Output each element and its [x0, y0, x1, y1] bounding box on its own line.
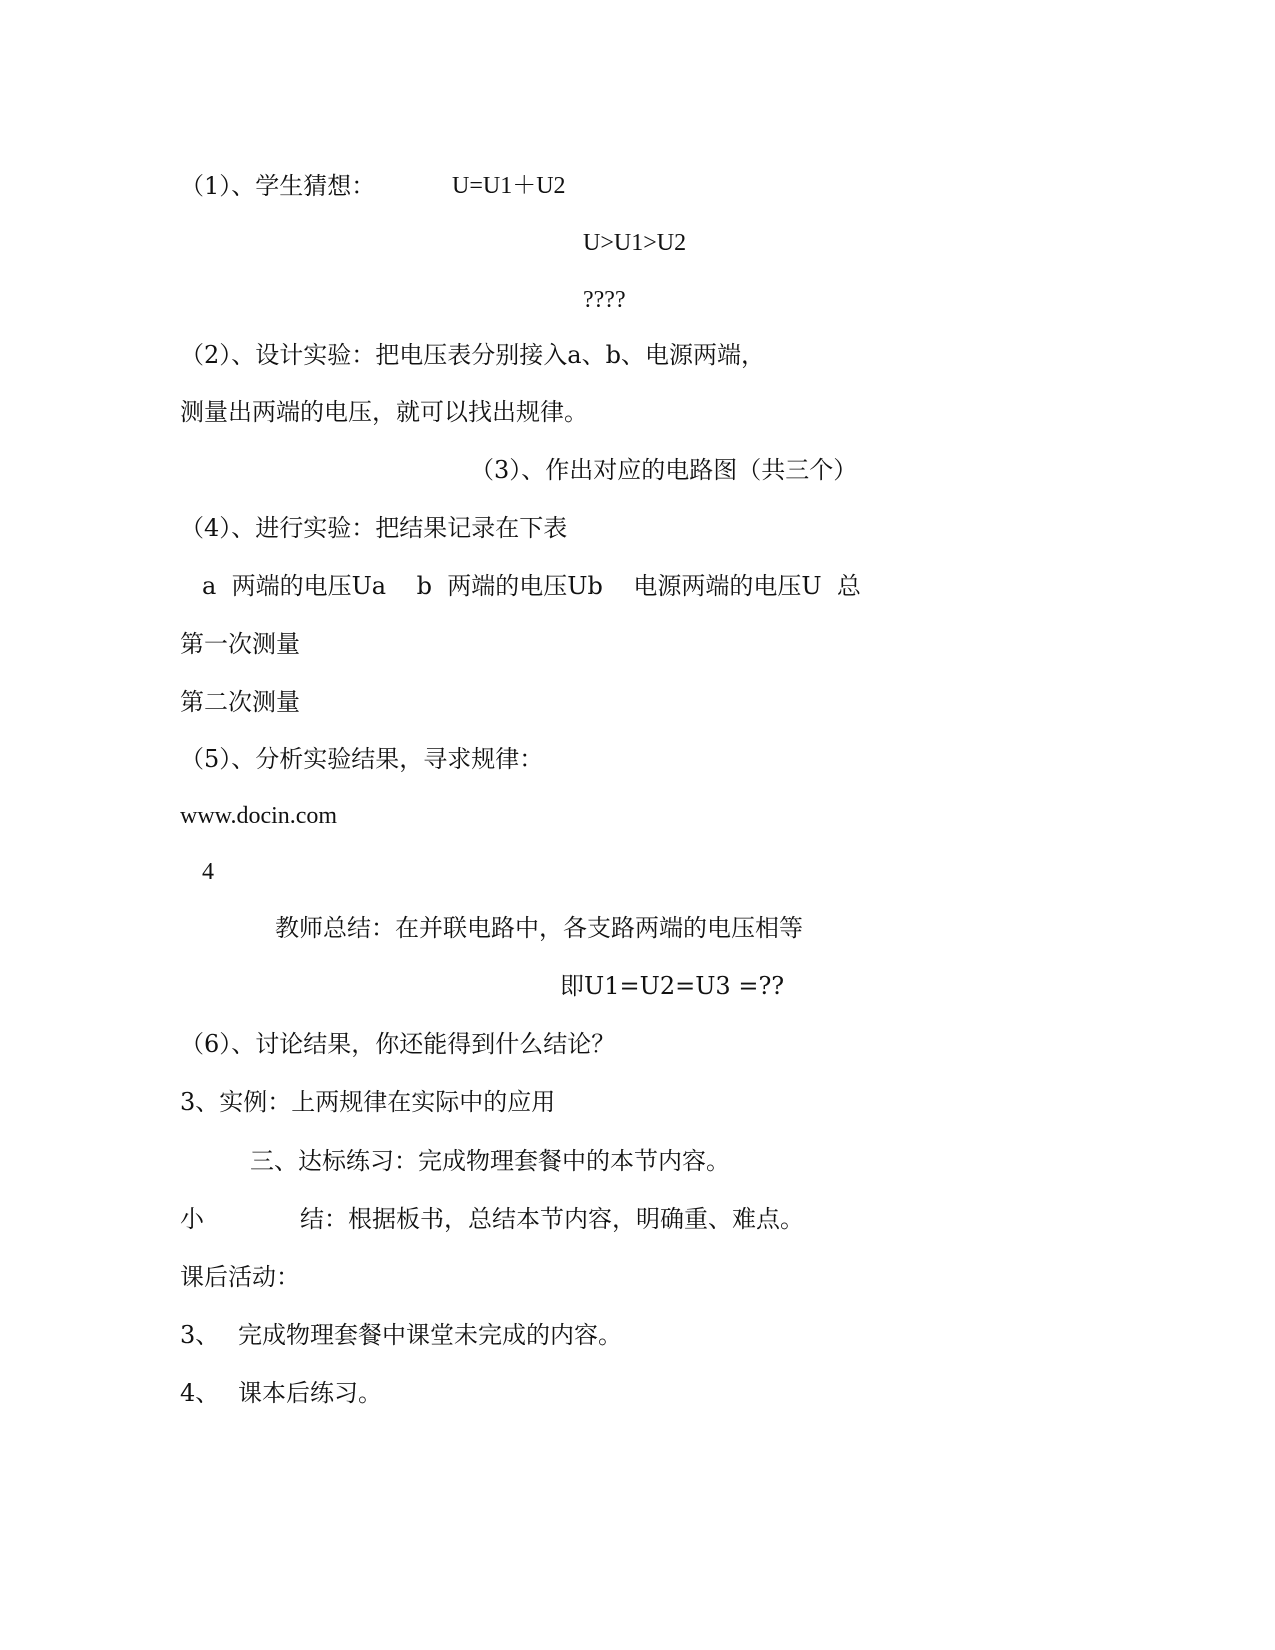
summary-formula: 即U1=U2=U3 =??	[560, 972, 785, 1000]
example-line: 3、实例：上两规律在实际中的应用	[180, 1088, 556, 1116]
page-number: 4	[202, 859, 214, 885]
summary-label-part2: 结：根据板书，总结本节内容，明确重、难点。	[300, 1205, 804, 1233]
circuit-diagram-line: （3）、作出对应的电路图（共三个）	[470, 456, 858, 484]
design-experiment-line: （2）、设计实验：把电压表分别接入a、b、电源两端，	[180, 341, 765, 369]
activity-3-text: 完成物理套餐中课堂未完成的内容。	[238, 1321, 622, 1349]
activity-4-number: 4、	[180, 1379, 220, 1407]
design-experiment-cont: 测量出两端的电压，就可以找出规律。	[180, 398, 588, 426]
table-row-first: 第一次测量	[180, 630, 300, 658]
table-row-second: 第二次测量	[180, 688, 300, 716]
guess-formula-1: U=U1＋U2	[452, 173, 566, 199]
practice-line: 三、达标练习：完成物理套餐中的本节内容。	[250, 1147, 730, 1175]
watermark-url: www.docin.com	[180, 803, 338, 829]
activity-3-number: 3、	[180, 1321, 220, 1349]
discuss-results-line: （6）、讨论结果，你还能得到什么结论？	[180, 1030, 616, 1058]
summary-label-part1: 小	[180, 1205, 204, 1233]
guess-formula-2: U>U1>U2	[583, 230, 687, 256]
table-header: a 两端的电压Ua b 两端的电压Ub 电源两端的电压U 总	[202, 572, 861, 600]
analyze-results-line: （5）、分析实验结果，寻求规律：	[180, 745, 544, 773]
teacher-summary: 教师总结：在并联电路中，各支路两端的电压相等	[275, 914, 803, 942]
student-guess-label: （1）、学生猜想：	[180, 172, 376, 200]
activity-4-text: 课本后练习。	[238, 1379, 382, 1407]
after-class-heading: 课后活动：	[180, 1263, 300, 1291]
conduct-experiment-line: （4）、进行实验：把结果记录在下表	[180, 514, 568, 542]
guess-formula-3: ????	[583, 287, 626, 313]
